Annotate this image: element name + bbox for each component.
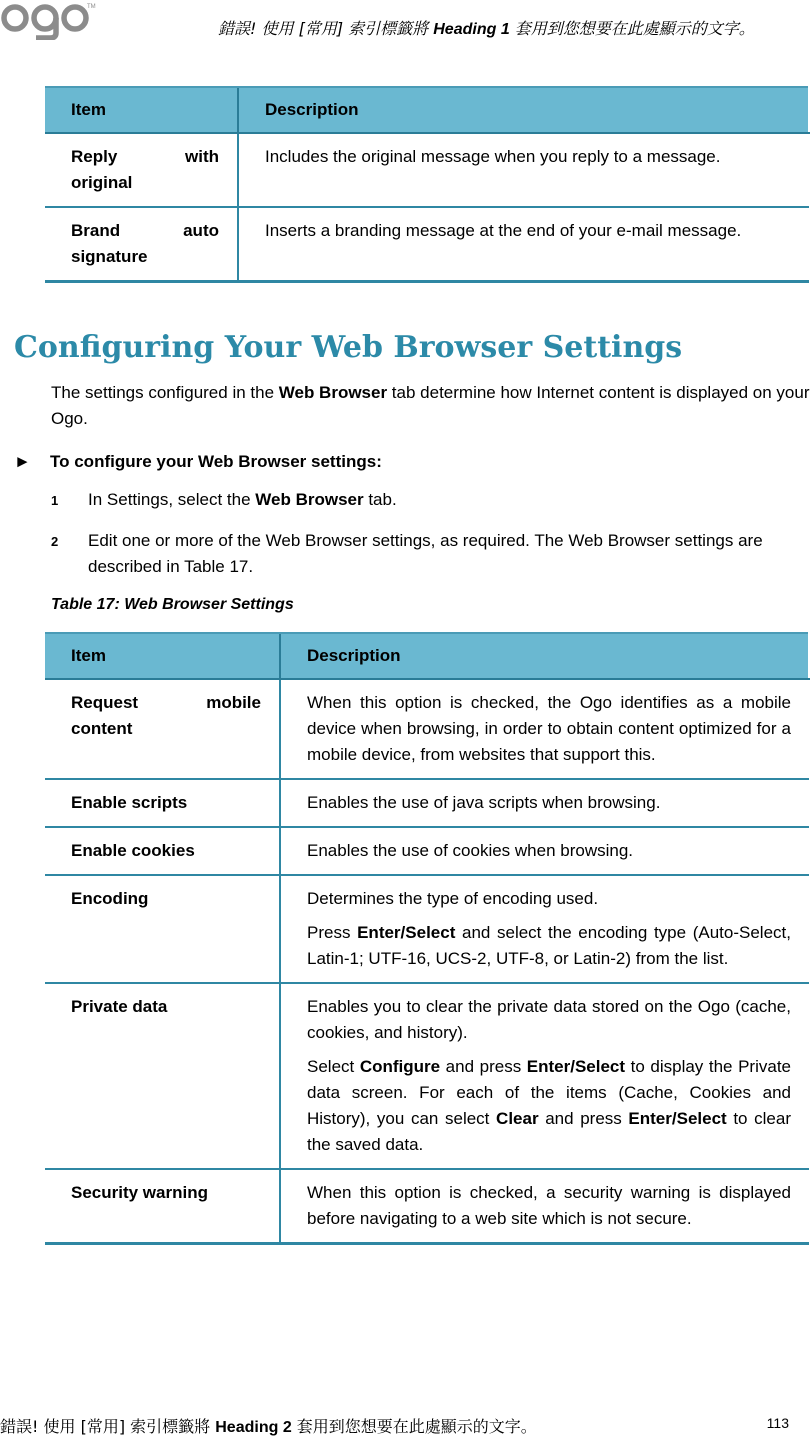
row-description: Enables the use of java scripts when browsing. (280, 779, 809, 827)
table-row (45, 133, 809, 207)
row-item: Enable scripts (45, 779, 280, 827)
step-1: 1 In Settings, select the Web Browser tab. (51, 487, 810, 513)
row-item: Private data (45, 983, 280, 1169)
row-description: Inserts a branding message at the end of your e-mail message. (238, 207, 809, 282)
column-header-item: Item (45, 87, 238, 133)
table-row (45, 983, 809, 1169)
row-item: Request mobile content (45, 679, 280, 779)
column-header-item: Item (45, 633, 280, 679)
email-settings-table (45, 86, 810, 283)
row-item: Security warning (45, 1169, 280, 1244)
triangle-arrow-icon: ► (14, 452, 31, 471)
row-item: Brand auto signature (45, 207, 238, 282)
column-header-description: Description (238, 87, 809, 133)
procedure-heading: ► To configure your Web Browser settings: (14, 452, 382, 471)
table-row (45, 207, 809, 282)
section-intro: The settings configured in the Web Browser tab determine how Internet content is displayed on your Ogo. (51, 383, 810, 428)
table-row (45, 875, 809, 983)
step-number: 2 (51, 534, 59, 549)
running-header: 錯誤! 使用 [常用] 索引標籤將 Heading 1 套用到您想要在此處顯示的文字。 (218, 19, 755, 38)
trademark-label: TM (87, 4, 96, 10)
row-description: Enables the use of cookies when browsing. (280, 827, 809, 875)
row-item: Encoding (45, 875, 280, 983)
section-title: Configuring Your Web Browser Settings (14, 330, 683, 365)
row-description: Determines the type of encoding used. Press Enter/Select and select the encoding type (Auto-Select, Latin-1; UTF-16, UCS-2, UTF-8, or Latin-2) from the list. (280, 875, 809, 983)
step-2: 2 Edit one or more of the Web Browser settings, as required. The Web Browser settings are described in Table 17. (51, 531, 763, 576)
row-description: Enables you to clear the private data stored on the Ogo (cache, cookies, and history). Select Configure and press Enter/Select to display the Private data screen. For each of the items (Cache, Cookies and History), you can select Clear and press Enter/Select to clear the saved data. (280, 983, 809, 1169)
page-number: 113 (766, 1415, 789, 1431)
web-browser-settings-table (45, 632, 810, 1245)
row-item: Enable cookies (45, 827, 280, 875)
column-header-description: Description (280, 633, 809, 679)
running-footer: 錯誤! 使用 [常用] 索引標籤將 Heading 2 套用到您想要在此處顯示的文字。 (0, 1417, 537, 1436)
row-description: Includes the original message when you reply to a message. (238, 133, 809, 207)
step-number: 1 (51, 493, 59, 508)
table-row (45, 779, 809, 827)
table-row (45, 1169, 809, 1244)
table-caption: Table 17: Web Browser Settings (51, 596, 294, 613)
row-description: When this option is checked, a security warning is displayed before navigating to a web site which is not secure. (280, 1169, 809, 1244)
row-description: When this option is checked, the Ogo identifies as a mobile device when browsing, in order to obtain content optimized for a mobile device, from websites that support this. (280, 679, 809, 779)
table-row (45, 679, 809, 779)
ogo-logo (0, 0, 96, 40)
table-row (45, 827, 809, 875)
row-item: Reply with original (45, 133, 238, 207)
